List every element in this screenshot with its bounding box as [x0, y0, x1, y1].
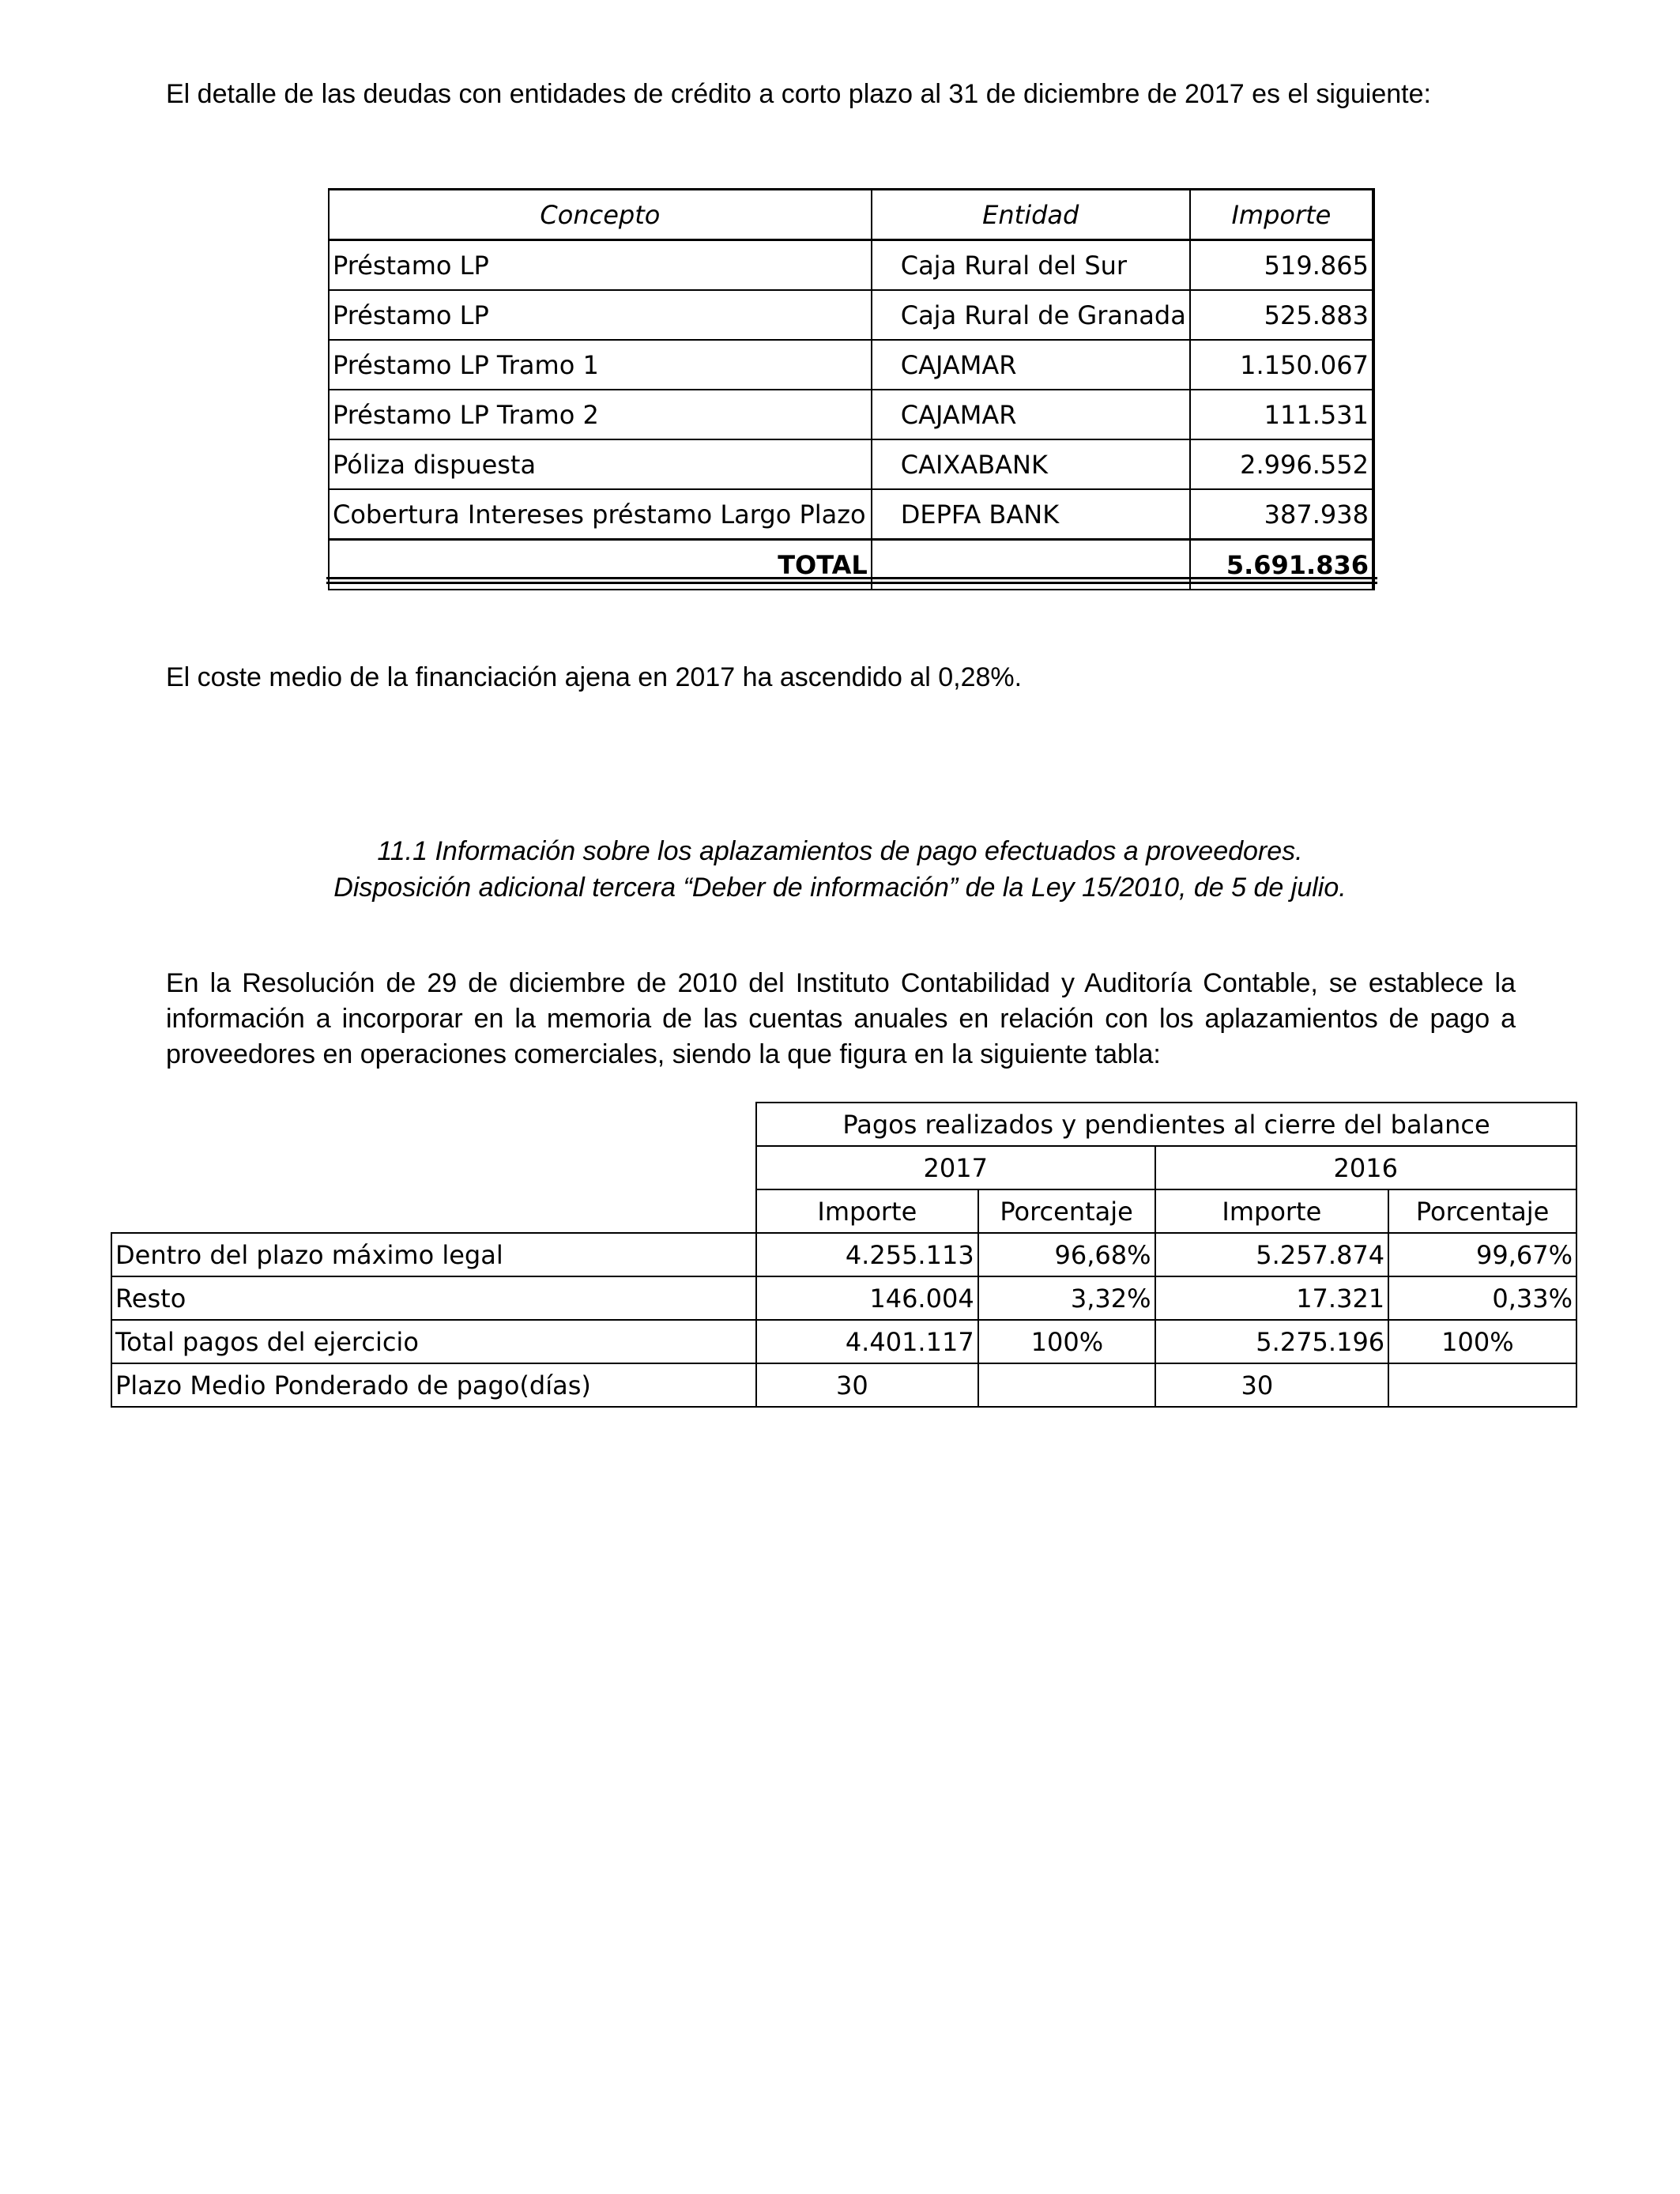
header-concepto: Concepto [329, 190, 872, 240]
entidad-cell: Caja Rural del Sur [872, 240, 1190, 291]
subheader-importe-2016: Importe [1155, 1189, 1389, 1233]
concepto-cell: Préstamo LP [329, 240, 872, 291]
table-row [111, 1233, 1576, 1276]
table-row [111, 1320, 1576, 1363]
row-label: Dentro del plazo máximo legal [111, 1233, 756, 1276]
row-label: Plazo Medio Ponderado de pago(días) [111, 1363, 756, 1407]
importe-cell: 519.865 [1190, 240, 1373, 291]
subheader-row [111, 1189, 1576, 1233]
importe-cell: 111.531 [1190, 390, 1373, 439]
importe-2017-cell: 146.004 [756, 1276, 978, 1320]
subheader-porcentaje-2017: Porcentaje [978, 1189, 1155, 1233]
payments-table [111, 1102, 1577, 1408]
entidad-cell: CAJAMAR [872, 340, 1190, 390]
porcentaje-2017-cell [978, 1363, 1155, 1407]
importe-2016-cell: 5.257.874 [1155, 1233, 1389, 1276]
debt-table [328, 188, 1375, 590]
subheader-porcentaje-2016: Porcentaje [1388, 1189, 1576, 1233]
table-row [329, 390, 1373, 439]
importe-2017-cell: 4.401.117 [756, 1320, 978, 1363]
importe-cell: 525.883 [1190, 290, 1373, 340]
concepto-cell: Cobertura Intereses préstamo Largo Plazo [329, 489, 872, 540]
total-label: TOTAL [329, 540, 872, 590]
coste-text: El coste medio de la financiación ajena en 2017 ha ascendido al 0,28%. [166, 662, 1023, 692]
porcentaje-2016-cell: 99,67% [1388, 1233, 1576, 1276]
porcentaje-2017-cell: 100% [978, 1320, 1155, 1363]
debt-table-header [329, 190, 1373, 240]
table-row [111, 1363, 1576, 1407]
intro-text: El detalle de las deudas con entidades de crédito a corto plazo al 31 de diciembre de 2017 es el siguiente: [166, 79, 1431, 109]
body-paragraph: En la Resolución de 29 de diciembre de 2010 del Instituto Contabilidad y Auditoría Contable, se establece la información a incorporar en la memoria de las cuentas anuales en relación con los aplazamientos de pago a proveedores en operaciones comerciales, siendo la que figura en la siguiente tabla: [166, 968, 1516, 1069]
entidad-cell: Caja Rural de Granada [872, 290, 1190, 340]
table-row [329, 290, 1373, 340]
empty-cell [111, 1189, 756, 1233]
concepto-cell: Préstamo LP Tramo 2 [329, 390, 872, 439]
entidad-cell: DEPFA BANK [872, 489, 1190, 540]
entidad-cell: CAJAMAR [872, 390, 1190, 439]
concepto-cell: Préstamo LP [329, 290, 872, 340]
section-title: 11.1 Información sobre los aplazamientos de pago efectuados a proveedores. [377, 836, 1303, 866]
porcentaje-2017-cell: 3,32% [978, 1276, 1155, 1320]
importe-cell: 1.150.067 [1190, 340, 1373, 390]
porcentaje-2017-cell: 96,68% [978, 1233, 1155, 1276]
empty-cell [111, 1146, 756, 1189]
empty-cell [111, 1103, 756, 1146]
importe-2017-cell: 30 [756, 1363, 978, 1407]
row-label: Total pagos del ejercicio [111, 1320, 756, 1363]
row-label: Resto [111, 1276, 756, 1320]
table-row [329, 340, 1373, 390]
importe-cell: 387.938 [1190, 489, 1373, 540]
porcentaje-2016-cell [1388, 1363, 1576, 1407]
year-2017: 2017 [756, 1146, 1155, 1189]
concepto-cell: Préstamo LP Tramo 1 [329, 340, 872, 390]
porcentaje-2016-cell: 100% [1388, 1320, 1576, 1363]
porcentaje-2016-cell: 0,33% [1388, 1276, 1576, 1320]
entidad-cell: CAIXABANK [872, 439, 1190, 489]
double-underline [326, 577, 1377, 584]
payments-header-row [111, 1103, 1576, 1146]
table-row [111, 1276, 1576, 1320]
section-subtitle: Disposición adicional tercera “Deber de información” de la Ley 15/2010, de 5 de julio. [333, 873, 1347, 903]
importe-2016-cell: 5.275.196 [1155, 1320, 1389, 1363]
header-importe: Importe [1190, 190, 1373, 240]
header-entidad: Entidad [872, 190, 1190, 240]
total-value: 5.691.836 [1190, 540, 1373, 590]
importe-2016-cell: 17.321 [1155, 1276, 1389, 1320]
importe-2016-cell: 30 [1155, 1363, 1389, 1407]
importe-2017-cell: 4.255.113 [756, 1233, 978, 1276]
subheader-importe-2017: Importe [756, 1189, 978, 1233]
years-row [111, 1146, 1576, 1189]
concepto-cell: Póliza dispuesta [329, 439, 872, 489]
table-row [329, 240, 1373, 291]
year-2016: 2016 [1155, 1146, 1576, 1189]
table-row [329, 489, 1373, 540]
table-row [329, 439, 1373, 489]
importe-cell: 2.996.552 [1190, 439, 1373, 489]
payments-header: Pagos realizados y pendientes al cierre del balance [756, 1103, 1576, 1146]
